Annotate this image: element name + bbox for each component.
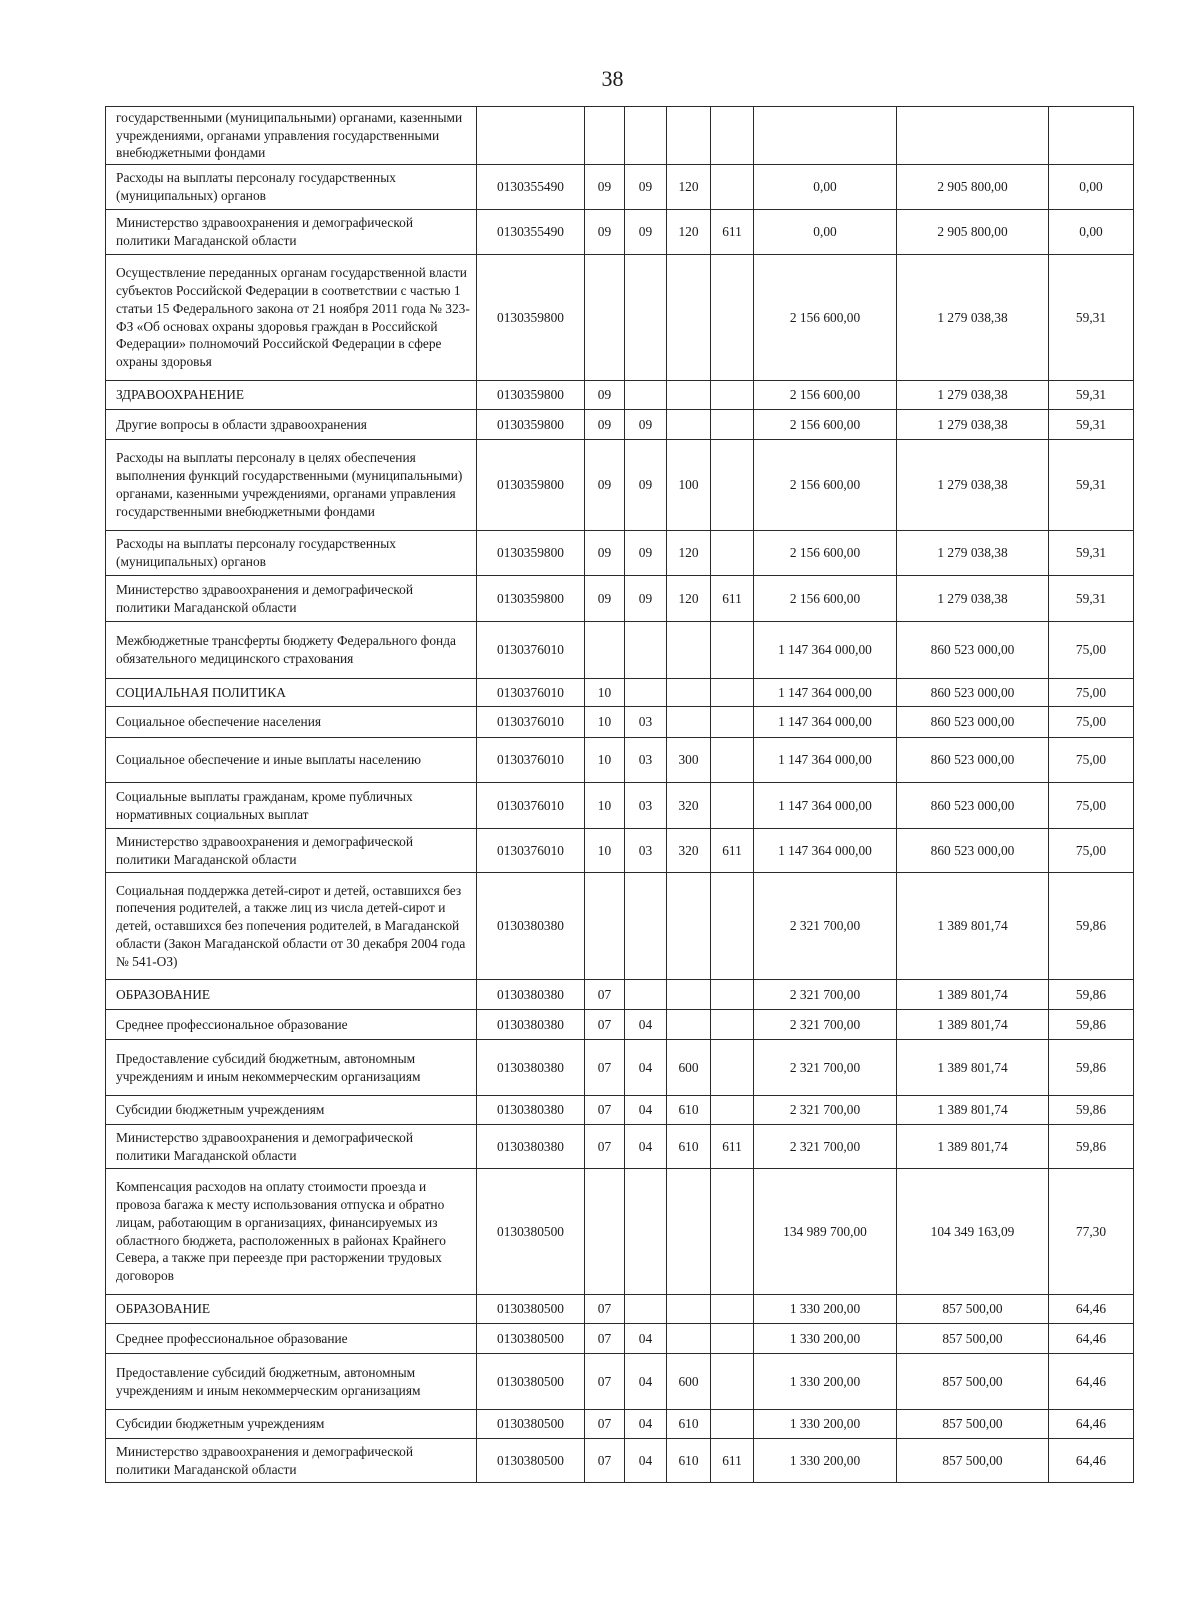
row-name: Социальное обеспечение населения: [106, 707, 477, 738]
section-code: [585, 873, 625, 980]
planned-amount: 1 330 200,00: [754, 1324, 897, 1354]
executed-amount: 857 500,00: [897, 1295, 1049, 1324]
row-name: Субсидии бюджетным учреждениям: [106, 1096, 477, 1125]
chief-administrator-code: [711, 255, 754, 381]
section-code: 07: [585, 1354, 625, 1410]
table-row: [106, 873, 1134, 980]
planned-amount: 1 147 364 000,00: [754, 738, 897, 783]
row-name: СОЦИАЛЬНАЯ ПОЛИТИКА: [106, 679, 477, 707]
table-row: [106, 783, 1134, 829]
section-code: 09: [585, 531, 625, 576]
subsection-code: [625, 980, 667, 1010]
expense-type-code: 320: [667, 829, 711, 873]
table-row: [106, 829, 1134, 873]
execution-percent: 59,31: [1049, 255, 1134, 381]
row-name: Среднее профессиональное образование: [106, 1324, 477, 1354]
subsection-code: 09: [625, 165, 667, 210]
target-article-code: 0130380380: [477, 1040, 585, 1096]
executed-amount: 1 389 801,74: [897, 1010, 1049, 1040]
expense-type-code: 320: [667, 783, 711, 829]
executed-amount: 860 523 000,00: [897, 738, 1049, 783]
execution-percent: 75,00: [1049, 738, 1134, 783]
chief-administrator-code: [711, 873, 754, 980]
execution-percent: 59,31: [1049, 410, 1134, 440]
chief-administrator-code: 611: [711, 210, 754, 255]
executed-amount: 104 349 163,09: [897, 1169, 1049, 1295]
chief-administrator-code: [711, 410, 754, 440]
section-code: 07: [585, 1040, 625, 1096]
expense-type-code: [667, 980, 711, 1010]
planned-amount: [754, 107, 897, 165]
table-row: [106, 1295, 1134, 1324]
table-row: [106, 1354, 1134, 1410]
execution-percent: 64,46: [1049, 1324, 1134, 1354]
section-code: 09: [585, 576, 625, 622]
executed-amount: 2 905 800,00: [897, 165, 1049, 210]
expense-type-code: [667, 381, 711, 410]
row-name: Компенсация расходов на оплату стоимости проезда и провоза багажа к месту использования отпуска и обратно лицам, работающим в организациях, финансируемых из областного бюджета, расположенных в районах Крайнего Севера, а также при переезде при расторжении трудовых договоров: [106, 1169, 477, 1295]
subsection-code: 04: [625, 1324, 667, 1354]
row-name: Социальная поддержка детей-сирот и детей, оставшихся без попечения родителей, а также лиц из числа детей-сирот и детей, оставшихся без попечения родителей, в Магаданской области (Закон Магаданской области от 30 декабря 2004 года № 541-ОЗ): [106, 873, 477, 980]
subsection-code: 04: [625, 1040, 667, 1096]
subsection-code: 09: [625, 210, 667, 255]
expense-type-code: 600: [667, 1040, 711, 1096]
chief-administrator-code: [711, 738, 754, 783]
row-name: Среднее профессиональное образование: [106, 1010, 477, 1040]
target-article-code: 0130376010: [477, 738, 585, 783]
expense-type-code: 610: [667, 1096, 711, 1125]
planned-amount: 2 156 600,00: [754, 576, 897, 622]
expense-type-code: [667, 1324, 711, 1354]
table-row: [106, 1324, 1134, 1354]
executed-amount: 1 279 038,38: [897, 381, 1049, 410]
subsection-code: 09: [625, 440, 667, 531]
subsection-code: 09: [625, 576, 667, 622]
execution-percent: 75,00: [1049, 679, 1134, 707]
executed-amount: 860 523 000,00: [897, 783, 1049, 829]
row-name: государственными (муниципальными) органами, казенными учреждениями, органами управления государственными внебюджетными фондами: [106, 107, 477, 165]
executed-amount: 860 523 000,00: [897, 829, 1049, 873]
target-article-code: 0130359800: [477, 576, 585, 622]
chief-administrator-code: [711, 1324, 754, 1354]
execution-percent: 0,00: [1049, 210, 1134, 255]
expense-type-code: [667, 255, 711, 381]
subsection-code: 03: [625, 829, 667, 873]
execution-percent: 77,30: [1049, 1169, 1134, 1295]
planned-amount: 1 147 364 000,00: [754, 622, 897, 679]
planned-amount: 1 147 364 000,00: [754, 829, 897, 873]
table-row: [106, 531, 1134, 576]
planned-amount: 2 321 700,00: [754, 1125, 897, 1169]
row-name: Предоставление субсидий бюджетным, автономным учреждениям и иным некоммерческим организациям: [106, 1354, 477, 1410]
section-code: 07: [585, 1125, 625, 1169]
executed-amount: 1 279 038,38: [897, 410, 1049, 440]
execution-percent: 59,86: [1049, 1096, 1134, 1125]
target-article-code: 0130376010: [477, 783, 585, 829]
planned-amount: 1 147 364 000,00: [754, 783, 897, 829]
row-name: Осуществление переданных органам государственной власти субъектов Российской Федерации в соответствии с частью 1 статьи 15 Федерального закона от 21 ноября 2011 года № 323-ФЗ «Об основах охраны здоровья граждан в Российской Федерации» полномочий Российской Федерации в сфере охраны здоровья: [106, 255, 477, 381]
target-article-code: 0130380380: [477, 873, 585, 980]
expense-type-code: 100: [667, 440, 711, 531]
executed-amount: 1 389 801,74: [897, 873, 1049, 980]
planned-amount: 1 147 364 000,00: [754, 679, 897, 707]
planned-amount: 1 147 364 000,00: [754, 707, 897, 738]
executed-amount: 857 500,00: [897, 1354, 1049, 1410]
executed-amount: 860 523 000,00: [897, 707, 1049, 738]
row-name: Расходы на выплаты персоналу в целях обеспечения выполнения функций государственными (муниципальными) органами, казенными учреждениями, органами управления государственными внебюджетными фондами: [106, 440, 477, 531]
row-name: Другие вопросы в области здравоохранения: [106, 410, 477, 440]
section-code: [585, 1169, 625, 1295]
subsection-code: 04: [625, 1096, 667, 1125]
chief-administrator-code: 611: [711, 576, 754, 622]
planned-amount: 2 321 700,00: [754, 1040, 897, 1096]
target-article-code: 0130380380: [477, 1010, 585, 1040]
executed-amount: 857 500,00: [897, 1439, 1049, 1483]
expense-type-code: 600: [667, 1354, 711, 1410]
row-name: Социальное обеспечение и иные выплаты населению: [106, 738, 477, 783]
subsection-code: 04: [625, 1439, 667, 1483]
table-row: [106, 107, 1134, 165]
chief-administrator-code: [711, 679, 754, 707]
section-code: 10: [585, 679, 625, 707]
table-row: [106, 165, 1134, 210]
planned-amount: 1 330 200,00: [754, 1410, 897, 1439]
section-code: [585, 107, 625, 165]
row-name: Расходы на выплаты персоналу государственных (муниципальных) органов: [106, 531, 477, 576]
chief-administrator-code: [711, 531, 754, 576]
chief-administrator-code: [711, 107, 754, 165]
planned-amount: 0,00: [754, 165, 897, 210]
planned-amount: 2 321 700,00: [754, 1096, 897, 1125]
chief-administrator-code: [711, 1096, 754, 1125]
executed-amount: 1 389 801,74: [897, 1040, 1049, 1096]
planned-amount: 2 156 600,00: [754, 531, 897, 576]
target-article-code: 0130355490: [477, 210, 585, 255]
execution-percent: 64,46: [1049, 1410, 1134, 1439]
executed-amount: 857 500,00: [897, 1410, 1049, 1439]
row-name: Расходы на выплаты персоналу государственных (муниципальных) органов: [106, 165, 477, 210]
table-row: [106, 1010, 1134, 1040]
chief-administrator-code: [711, 980, 754, 1010]
section-code: 09: [585, 210, 625, 255]
execution-percent: 75,00: [1049, 622, 1134, 679]
execution-percent: 59,86: [1049, 1010, 1134, 1040]
table-row: [106, 255, 1134, 381]
table-row: [106, 738, 1134, 783]
planned-amount: 2 321 700,00: [754, 873, 897, 980]
table-row: [106, 1125, 1134, 1169]
target-article-code: 0130380500: [477, 1439, 585, 1483]
target-article-code: 0130380380: [477, 1096, 585, 1125]
execution-percent: 59,31: [1049, 531, 1134, 576]
expense-type-code: 610: [667, 1125, 711, 1169]
target-article-code: 0130380380: [477, 980, 585, 1010]
chief-administrator-code: [711, 1354, 754, 1410]
section-code: 10: [585, 707, 625, 738]
chief-administrator-code: [711, 165, 754, 210]
execution-percent: 59,86: [1049, 1040, 1134, 1096]
execution-percent: 59,31: [1049, 381, 1134, 410]
chief-administrator-code: [711, 707, 754, 738]
section-code: 07: [585, 1410, 625, 1439]
executed-amount: 1 279 038,38: [897, 531, 1049, 576]
table-body: [106, 107, 1134, 1483]
execution-percent: 59,31: [1049, 440, 1134, 531]
expense-type-code: [667, 1010, 711, 1040]
subsection-code: 04: [625, 1354, 667, 1410]
executed-amount: 1 279 038,38: [897, 255, 1049, 381]
execution-percent: 64,46: [1049, 1295, 1134, 1324]
table-row: [106, 1096, 1134, 1125]
page-number: 38: [601, 66, 624, 91]
execution-percent: 59,86: [1049, 980, 1134, 1010]
execution-percent: 59,31: [1049, 576, 1134, 622]
executed-amount: 857 500,00: [897, 1324, 1049, 1354]
section-code: 07: [585, 1439, 625, 1483]
execution-percent: [1049, 107, 1134, 165]
row-name: Межбюджетные трансферты бюджету Федерального фонда обязательного медицинского страхования: [106, 622, 477, 679]
section-code: 09: [585, 410, 625, 440]
subsection-code: 04: [625, 1010, 667, 1040]
planned-amount: 1 330 200,00: [754, 1295, 897, 1324]
executed-amount: 860 523 000,00: [897, 679, 1049, 707]
expense-type-code: 610: [667, 1439, 711, 1483]
planned-amount: 2 156 600,00: [754, 440, 897, 531]
executed-amount: [897, 107, 1049, 165]
expense-type-code: 120: [667, 210, 711, 255]
row-name: ОБРАЗОВАНИЕ: [106, 1295, 477, 1324]
subsection-code: 09: [625, 410, 667, 440]
execution-percent: 0,00: [1049, 165, 1134, 210]
planned-amount: 2 321 700,00: [754, 1010, 897, 1040]
expense-type-code: 120: [667, 531, 711, 576]
execution-percent: 59,86: [1049, 1125, 1134, 1169]
expense-type-code: [667, 873, 711, 980]
row-name: Социальные выплаты гражданам, кроме публичных нормативных социальных выплат: [106, 783, 477, 829]
budget-table: [105, 106, 1134, 1483]
execution-percent: 64,46: [1049, 1439, 1134, 1483]
table-row: [106, 440, 1134, 531]
subsection-code: [625, 873, 667, 980]
subsection-code: [625, 381, 667, 410]
expense-type-code: [667, 622, 711, 679]
table-row: [106, 410, 1134, 440]
subsection-code: [625, 679, 667, 707]
subsection-code: 09: [625, 531, 667, 576]
planned-amount: 1 330 200,00: [754, 1439, 897, 1483]
section-code: [585, 255, 625, 381]
planned-amount: 2 156 600,00: [754, 255, 897, 381]
table-row: [106, 1169, 1134, 1295]
target-article-code: [477, 107, 585, 165]
execution-percent: 75,00: [1049, 783, 1134, 829]
executed-amount: 1 279 038,38: [897, 576, 1049, 622]
table-row: [106, 576, 1134, 622]
row-name: Субсидии бюджетным учреждениям: [106, 1410, 477, 1439]
expense-type-code: 610: [667, 1410, 711, 1439]
expense-type-code: [667, 707, 711, 738]
chief-administrator-code: [711, 381, 754, 410]
table-row: [106, 707, 1134, 738]
section-code: 07: [585, 980, 625, 1010]
table-row: [106, 381, 1134, 410]
target-article-code: 0130380500: [477, 1295, 585, 1324]
subsection-code: [625, 1169, 667, 1295]
row-name: ЗДРАВООХРАНЕНИЕ: [106, 381, 477, 410]
planned-amount: 2 321 700,00: [754, 980, 897, 1010]
table-row: [106, 980, 1134, 1010]
chief-administrator-code: 611: [711, 1439, 754, 1483]
expense-type-code: 120: [667, 165, 711, 210]
section-code: 09: [585, 440, 625, 531]
row-name: Министерство здравоохранения и демографической политики Магаданской области: [106, 1439, 477, 1483]
execution-percent: 64,46: [1049, 1354, 1134, 1410]
table-row: [106, 622, 1134, 679]
target-article-code: 0130359800: [477, 255, 585, 381]
chief-administrator-code: [711, 622, 754, 679]
execution-percent: 75,00: [1049, 829, 1134, 873]
executed-amount: 1 389 801,74: [897, 980, 1049, 1010]
expense-type-code: [667, 1295, 711, 1324]
section-code: 09: [585, 381, 625, 410]
section-code: 10: [585, 829, 625, 873]
table-row: [106, 679, 1134, 707]
section-code: 07: [585, 1010, 625, 1040]
chief-administrator-code: 611: [711, 1125, 754, 1169]
executed-amount: 1 389 801,74: [897, 1125, 1049, 1169]
section-code: 10: [585, 783, 625, 829]
chief-administrator-code: [711, 1169, 754, 1295]
expense-type-code: [667, 107, 711, 165]
table-row: [106, 1040, 1134, 1096]
subsection-code: [625, 255, 667, 381]
executed-amount: 1 279 038,38: [897, 440, 1049, 531]
row-name: Министерство здравоохранения и демографической политики Магаданской области: [106, 1125, 477, 1169]
expense-type-code: 120: [667, 576, 711, 622]
executed-amount: 1 389 801,74: [897, 1096, 1049, 1125]
target-article-code: 0130380500: [477, 1169, 585, 1295]
execution-percent: 75,00: [1049, 707, 1134, 738]
planned-amount: 2 156 600,00: [754, 410, 897, 440]
target-article-code: 0130380380: [477, 1125, 585, 1169]
section-code: 09: [585, 165, 625, 210]
chief-administrator-code: [711, 1410, 754, 1439]
subsection-code: 04: [625, 1125, 667, 1169]
section-code: 07: [585, 1295, 625, 1324]
target-article-code: 0130359800: [477, 381, 585, 410]
target-article-code: 0130376010: [477, 679, 585, 707]
target-article-code: 0130359800: [477, 410, 585, 440]
section-code: [585, 622, 625, 679]
table-row: [106, 1410, 1134, 1439]
subsection-code: 04: [625, 1410, 667, 1439]
expense-type-code: [667, 410, 711, 440]
subsection-code: [625, 622, 667, 679]
target-article-code: 0130359800: [477, 440, 585, 531]
target-article-code: 0130376010: [477, 622, 585, 679]
table-row: [106, 210, 1134, 255]
chief-administrator-code: 611: [711, 829, 754, 873]
planned-amount: 134 989 700,00: [754, 1169, 897, 1295]
chief-administrator-code: [711, 783, 754, 829]
section-code: 10: [585, 738, 625, 783]
subsection-code: [625, 107, 667, 165]
target-article-code: 0130355490: [477, 165, 585, 210]
row-name: Министерство здравоохранения и демографической политики Магаданской области: [106, 576, 477, 622]
target-article-code: 0130376010: [477, 829, 585, 873]
expense-type-code: 300: [667, 738, 711, 783]
expense-type-code: [667, 679, 711, 707]
expense-type-code: [667, 1169, 711, 1295]
row-name: Министерство здравоохранения и демографической политики Магаданской области: [106, 829, 477, 873]
target-article-code: 0130380500: [477, 1354, 585, 1410]
executed-amount: 2 905 800,00: [897, 210, 1049, 255]
subsection-code: 03: [625, 738, 667, 783]
subsection-code: [625, 1295, 667, 1324]
planned-amount: 0,00: [754, 210, 897, 255]
executed-amount: 860 523 000,00: [897, 622, 1049, 679]
row-name: ОБРАЗОВАНИЕ: [106, 980, 477, 1010]
target-article-code: 0130380500: [477, 1324, 585, 1354]
row-name: Министерство здравоохранения и демографической политики Магаданской области: [106, 210, 477, 255]
row-name: Предоставление субсидий бюджетным, автономным учреждениям и иным некоммерческим организациям: [106, 1040, 477, 1096]
chief-administrator-code: [711, 1010, 754, 1040]
subsection-code: 03: [625, 707, 667, 738]
chief-administrator-code: [711, 1295, 754, 1324]
planned-amount: 1 330 200,00: [754, 1354, 897, 1410]
section-code: 07: [585, 1096, 625, 1125]
chief-administrator-code: [711, 1040, 754, 1096]
planned-amount: 2 156 600,00: [754, 381, 897, 410]
chief-administrator-code: [711, 440, 754, 531]
subsection-code: 03: [625, 783, 667, 829]
target-article-code: 0130380500: [477, 1410, 585, 1439]
target-article-code: 0130359800: [477, 531, 585, 576]
table-row: [106, 1439, 1134, 1483]
execution-percent: 59,86: [1049, 873, 1134, 980]
target-article-code: 0130376010: [477, 707, 585, 738]
section-code: 07: [585, 1324, 625, 1354]
